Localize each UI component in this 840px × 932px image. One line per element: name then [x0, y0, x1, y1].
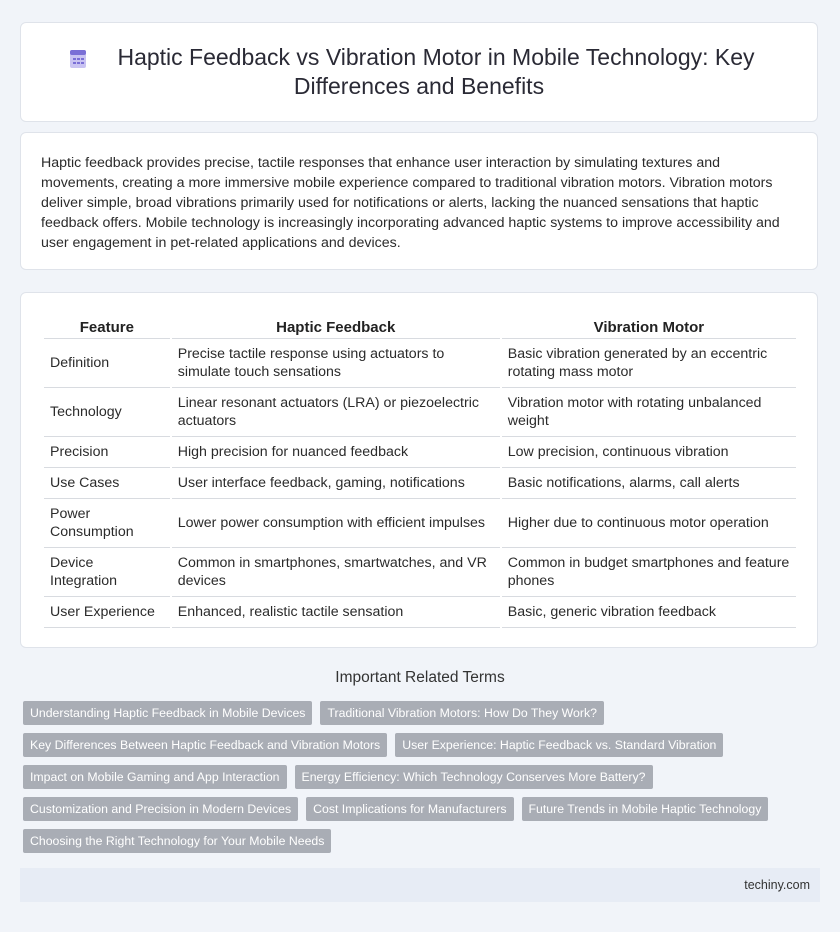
footer-site-link[interactable]: techiny.com [744, 878, 810, 892]
haptic-cell: Common in smartphones, smartwatches, and VR devices [172, 548, 500, 597]
feature-cell: Precision [44, 437, 170, 468]
haptic-cell: User interface feedback, gaming, notifications [172, 468, 500, 499]
related-term-tag[interactable]: Future Trends in Mobile Haptic Technology [522, 797, 769, 821]
table-header-row [44, 315, 796, 339]
page-title: Haptic Feedback vs Vibration Motor in Mobile Technology: Key Differences and Benefits [117, 44, 755, 99]
header-feature: Feature [44, 315, 170, 339]
table-row [44, 597, 796, 628]
haptic-cell: High precision for nuanced feedback [172, 437, 500, 468]
intro-paragraph: Haptic feedback provides precise, tactile responses that enhance user interaction by simulating textures and movements, creating a more immersive mobile experience compared to traditional vibration motors. Vibration motors deliver simple, broad vibrations primarily used for notifications or alerts, lacking the nuanced sensations that haptic feedback offers. Mobile technology is increasingly incorporating advanced haptic systems to improve accessibility and user engagement in pet-related applications and devices. [41, 155, 780, 251]
related-term-tag[interactable]: Key Differences Between Haptic Feedback and Vibration Motors [23, 733, 387, 757]
haptic-cell: Lower power consumption with efficient impulses [172, 499, 500, 548]
vibration-cell: Basic vibration generated by an eccentric rotating mass motor [502, 339, 796, 388]
feature-cell: Technology [44, 388, 170, 437]
title-card [20, 22, 818, 122]
related-term-tag[interactable]: User Experience: Haptic Feedback vs. Standard Vibration [395, 733, 723, 757]
intro-card [20, 132, 818, 270]
related-term-tag[interactable]: Energy Efficiency: Which Technology Conserves More Battery? [295, 765, 653, 789]
haptic-cell: Precise tactile response using actuators to simulate touch sensations [172, 339, 500, 388]
haptic-cell: Linear resonant actuators (LRA) or piezoelectric actuators [172, 388, 500, 437]
comparison-table-card [20, 292, 818, 648]
vibration-cell: Common in budget smartphones and feature phones [502, 548, 796, 597]
feature-cell: Definition [44, 339, 170, 388]
table-row [44, 388, 796, 437]
related-term-tag[interactable]: Customization and Precision in Modern Devices [23, 797, 298, 821]
feature-cell: Use Cases [44, 468, 170, 499]
footer [20, 868, 820, 902]
feature-cell: Device Integration [44, 548, 170, 597]
vibration-cell: Basic notifications, alarms, call alerts [502, 468, 796, 499]
table-row [44, 339, 796, 388]
table-row [44, 548, 796, 597]
related-term-tag[interactable]: Choosing the Right Technology for Your Mobile Needs [23, 829, 331, 853]
header-haptic-feedback: Haptic Feedback [172, 315, 500, 339]
comparison-table [42, 315, 798, 628]
related-term-tag[interactable]: Traditional Vibration Motors: How Do They Work? [320, 701, 604, 725]
related-terms-heading: Important Related Terms [335, 669, 505, 686]
vibration-cell: Basic, generic vibration feedback [502, 597, 796, 628]
vibration-cell: Higher due to continuous motor operation [502, 499, 796, 548]
related-terms-list [23, 701, 803, 861]
table-row [44, 468, 796, 499]
feature-cell: User Experience [44, 597, 170, 628]
header-vibration-motor: Vibration Motor [502, 315, 796, 339]
table-row [44, 499, 796, 548]
related-term-tag[interactable]: Impact on Mobile Gaming and App Interaction [23, 765, 287, 789]
vibration-cell: Vibration motor with rotating unbalanced weight [502, 388, 796, 437]
related-term-tag[interactable]: Cost Implications for Manufacturers [306, 797, 513, 821]
haptic-cell: Enhanced, realistic tactile sensation [172, 597, 500, 628]
related-term-tag[interactable]: Understanding Haptic Feedback in Mobile Devices [23, 701, 312, 725]
feature-cell: Power Consumption [44, 499, 170, 548]
table-row [44, 437, 796, 468]
vibration-cell: Low precision, continuous vibration [502, 437, 796, 468]
